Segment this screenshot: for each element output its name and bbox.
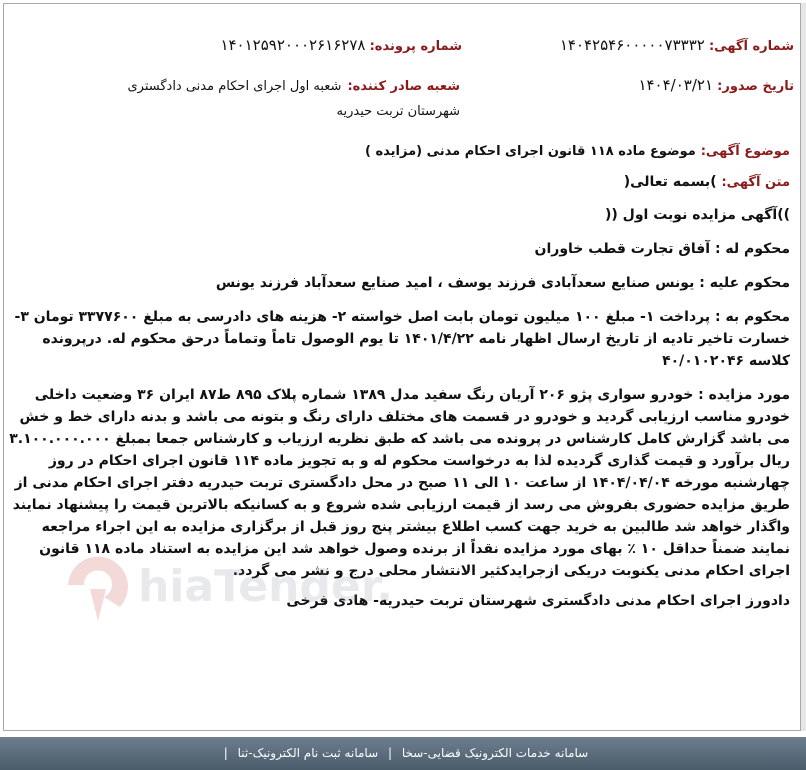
issue-date-label: تاریخ صدور: [717, 79, 794, 94]
issue-date-row [638, 76, 794, 94]
footer-separator: | [387, 746, 392, 760]
saha-link[interactable]: سامانه خدمات الکترونیک قضایی-سخا [401, 746, 589, 760]
debtor-line: محکوم علیه : یونس صنایع سعدآبادی فرزند یوسف ، امید صنایع سعدآباد فرزند یونس [215, 275, 790, 291]
sana-link[interactable]: سامانه ثبت نام الکترونیک-ثنا [237, 746, 379, 760]
notice-heading: ))آگهی مزایده نوبت اول (( [605, 207, 790, 223]
watermark-text: hiaTender [138, 561, 377, 612]
scrollbar[interactable] [801, 3, 806, 731]
topic-value: موضوع ماده ۱۱۸ قانون اجرای احکام مدنی (مزایده ) [365, 144, 696, 159]
topic-label: موضوع آگهی: [700, 144, 790, 159]
watermark [60, 545, 390, 625]
topic-line [6, 140, 790, 163]
text-line [6, 171, 790, 194]
footer-bar [0, 737, 806, 770]
auction-paragraph: مورد مزایده : خودرو سواری پژو ۲۰۶ آریان رنگ سفید مدل ۱۳۸۹ شماره پلاک ۸۹۵ ط۸۷ ایران ۳۶ وضعیت داخلی خودرو مناسب ارزیابی گردید و خودرو در قسمت های مختلف دارای رنگ و بتونه می باشد و بدنه دارای خط و خش می باشد گزارش کامل کارشناس در پرونده می باشد که طبق نظریه ارزیاب و کارشناس جمعا بمبلغ ۳.۱۰۰.۰۰۰.۰۰۰ ریال برآورد و قیمت گذاری گردیده لذا به درخواست محکوم له و به تجویز ماده ۱۱۴ قانون اجرای احکام در روز چهارشنبه مورخه ۱۴۰۴/۰۴/۰۴ از ساعت ۱۰ الی ۱۱ صبح در محل دادگستری تربت حیدریه دفتر اجرای احکام مدنی از طریق مزایده حضوری بفروش می رسد از قیمت ارزیابی شده شروع و به کسانیکه بالاترین قیمت را پیشنهاد نمایند واگذار خواهد شد طالبین به خرید جهت کسب اطلاع بیشتر پنج روز قبل از برگزاری مزایده به این اجراء مراجعه نمایند ضمناً حداقل ۱۰ ٪ بهای مورد مزایده نقداً از برنده وصول خواهد شد این مزایده به استناد ماده ۱۱۸ قانون اجرای احکام مدنی یکنوبت دریکی ازجرایدکثیر الانتشار محلی درج و نشر می گردد. [9, 387, 790, 579]
text-label: متن آگهی: [721, 175, 790, 190]
file-number-value: ۱۴۰۱۲۵۹۲۰۰۰۲۶۱۶۲۷۸ [220, 36, 366, 54]
issuer-block [90, 74, 460, 124]
file-number-label: شماره پرونده: [369, 39, 462, 54]
issue-date-value: ۱۴۰۴/۰۳/۲۱ [638, 76, 713, 94]
issuer-value: شعبه اول اجرای احکام مدنی دادگستری شهرستان تربت حیدریه [127, 79, 460, 119]
issuer-label: شعبه صادر کننده: [347, 79, 460, 94]
judgment-paragraph: محکوم به : پرداخت ۱- مبلغ ۱۰۰ میلیون تومان بابت اصل خواسته ۲- هزینه های دادرسی به مبلغ ۳۳۷۷۶۰۰ تومان ۳- خسارت تاخیر تادیه از تاریخ ارسال اظهار نامه ۱۴۰۱/۴/۲۲ تا یوم الوصول تاماً وتماماً درحق محکوم له. درپرونده کلاسه ۴۰/۰۱۰۲۰۴۶ [14, 309, 790, 369]
creditor-line: محکوم له : آفاق تجارت قطب خاوران [534, 241, 790, 257]
file-number-row [220, 36, 462, 54]
ad-number-row [560, 36, 794, 54]
text-start: )بسمه تعالی( [623, 174, 717, 190]
footer-separator-end: | [223, 746, 228, 760]
ad-number-value: ۱۴۰۴۲۵۴۶۰۰۰۰۰۷۳۳۳۲ [559, 36, 705, 54]
ad-number-label: شماره آگهی: [708, 39, 794, 54]
logo-mark-icon [60, 545, 390, 625]
notice-body [6, 140, 790, 612]
signature-line: دادورز اجرای احکام مدنی دادگستری شهرستان تربت حیدریه- هادی فرخی [286, 593, 790, 609]
